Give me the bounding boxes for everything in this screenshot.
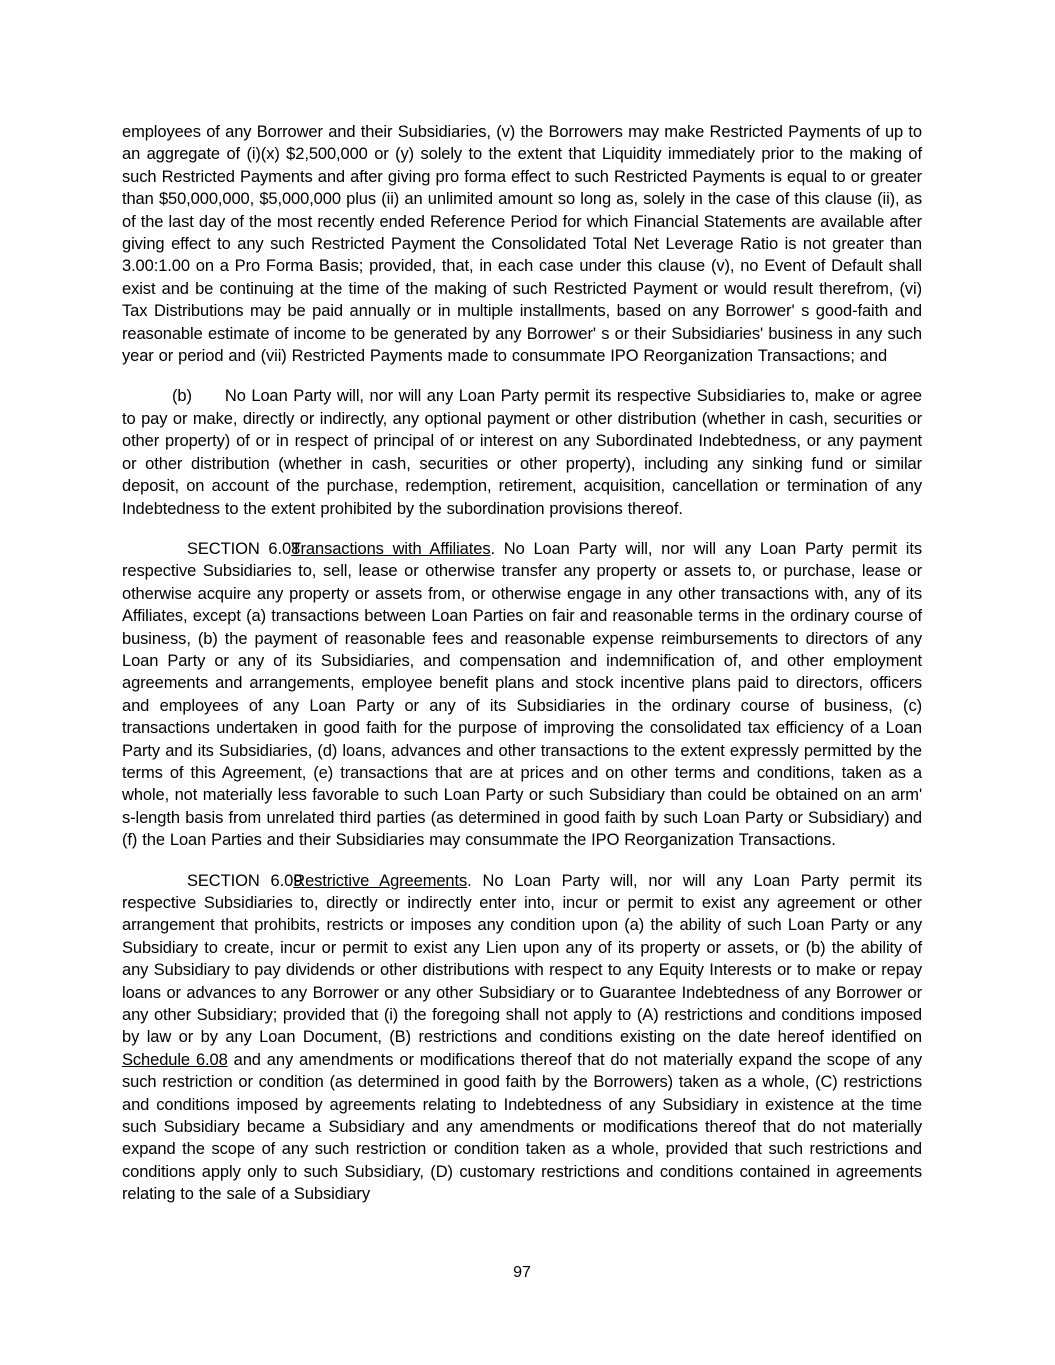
section-6-08-body: . No Loan Party will, nor will any Loan Party permit its respective Subsidiaries to, sell, lease or otherwise transfer any property or assets to, or purchase, lease or otherwise acquire any property or assets from, or otherwise engage in any other transactions with, any of its Affiliates, except (a) transactions between Loan Parties on fair and reasonable terms in the ordinary course of business, (b) the payment of reasonable fees and reasonable expense reimbursements to directors of any Loan Party or any of its Subsidiaries, and compensation and indemnification of, and other employment agreements and arrangements, employee benefit plans and stock incentive plans paid to directors, officers and employees of any Loan Party or any of its Subsidiaries in the ordinary course of business, (c) transactions undertaken in good faith for the purpose of improving the consolidated tax efficiency of a Loan Party and its Subsidiaries, (d) loans, advances and other transactions to the extent expressly permitted by the terms of this Agreement, (e) transactions that are at prices and on other terms and conditions, taken as a whole, not materially less favorable to such Loan Party or such Subsidiary than could be obtained on an arm' s-length basis from unrelated third parties (as determined in good faith by such Loan Party or Subsidiary) and (f) the Loan Parties and their Subsidiaries may consummate the IPO Reorganization Transactions.: [122, 539, 923, 850]
section-6-09-body-part1: . No Loan Party will, nor will any Loan Party permit its respective Subsidiaries to, directly or indirectly enter into, incur or permit to exist any agreement or other arrangement that prohibits, restricts or imposes any condition upon (a) the ability of such Loan Party or any Subsidiary to create, incur or permit to exist any Lien upon any of its property or assets, or (b) the ability of any Subsidiary to pay dividends or other distributions with respect to any Equity Interests or to make or repay loans or advances to any Borrower or any other Subsidiary or to Guarantee Indebtedness of any Borrower or any other Subsidiary; provided that (i) the foregoing shall not apply to (A) restrictions and conditions imposed by law or by any Loan Document, (B) restrictions and conditions existing on the date hereof identified on: [122, 871, 923, 1047]
clause-b-text: No Loan Party will, nor will any Loan Party permit its respective Subsidiaries to, make or agree to pay or make, directly or indirectly, any optional payment or other distribution (whether in cash, securities or other property) of or in respect of principal of or interest on any Subordinated Indebtedness, or any payment or other distribution (whether in cash, securities or other property), including any sinking fund or similar deposit, on account of the purchase, redemption, retirement, acquisition, cancellation or termination of any Indebtedness to the extent prohibited by the subordination provisions thereof.: [122, 387, 922, 518]
paragraph-section-6-09: [122, 870, 922, 1206]
continuation-text: employees of any Borrower and their Subsidiaries, (v) the Borrowers may make Restricted Payments of up to an aggregate of (i)(x) $2,500,000 or (y) solely to the extent that Liquidity immediately prior to the making of such Restricted Payments and after giving pro forma effect to such Restricted Payments is equal to or greater than $50,000,000, $5,000,000 plus (ii) an unlimited amount so long as, solely in the case of this clause (ii), as of the last day of the most recently ended Reference Period for which Financial Statements are available after giving effect to any such Restricted Payment the Consolidated Total Net Leverage Ratio is not greater than 3.00:1.00 on a Pro Forma Basis; provided, that, in each case under this clause (v), no Event of Default shall exist and be continuing at the time of the making of such Restricted Payment or would result therefrom, (vi) Tax Distributions may be paid annually or in multiple installments, based on any Borrower' s good-faith and reasonable estimate of income to be generated by any Borrower' s or their Subsidiaries' business in any such year or period and (vii) Restricted Payments made to consummate IPO Reorganization Transactions; and: [122, 123, 922, 366]
section-6-09-body-part2: and any amendments or modifications thereof that do not materially expand the scope of any such restriction or condition (as determined in good faith by the Borrowers) taken as a whole, (C) restrictions and conditions imposed by agreements relating to Indebtedness of any Subsidiary in existence at the time such Subsidiary became a Subsidiary and any amendments or modifications thereof that do not materially expand the scope of any such restriction or condition taken as a whole, provided that such restrictions and conditions apply only to such Subsidiary, (D) customary restrictions and conditions contained in agreements relating to the sale of a Subsidiary: [122, 1050, 923, 1204]
section-6-09-heading: Restrictive Agreements: [293, 871, 468, 890]
clause-b-marker: (b): [172, 387, 192, 406]
schedule-6-08-reference: Schedule 6.08: [122, 1050, 228, 1069]
page-body: [122, 121, 922, 1224]
section-6-09-label: SECTION 6.09: [187, 871, 303, 890]
section-6-08-heading: Transactions with Affiliates: [291, 539, 491, 558]
paragraph-section-6-08: [122, 538, 922, 852]
section-6-08-label: SECTION 6.08: [187, 539, 301, 558]
paragraph-continuation: [122, 121, 922, 367]
page-number: 97: [513, 1264, 531, 1281]
paragraph-clause-b: [122, 385, 922, 519]
